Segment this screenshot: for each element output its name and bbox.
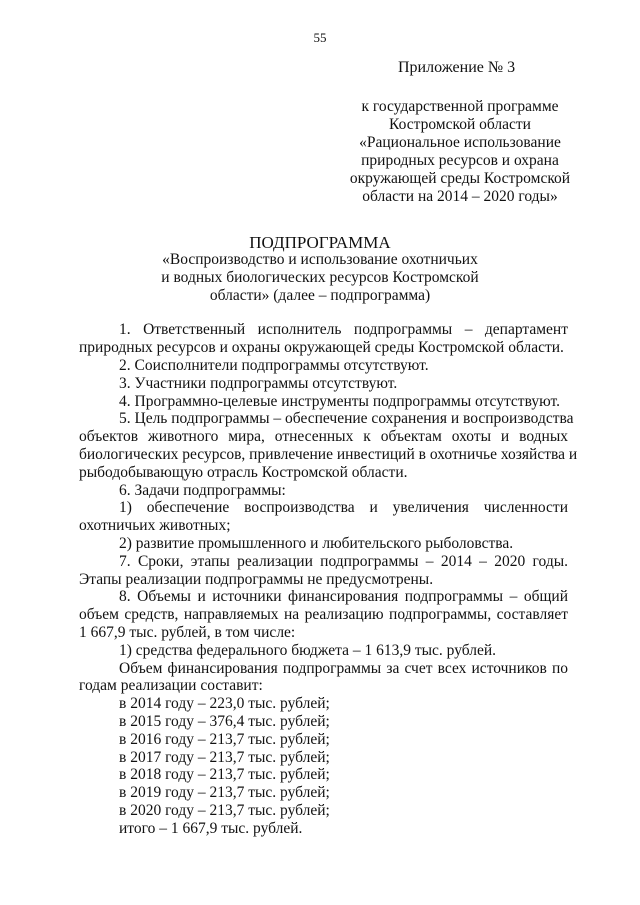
- paragraph-9-line-1: Объем финансирования подпрограммы за счет всех источников по: [119, 660, 568, 677]
- subprogram-name: [0, 251, 640, 305]
- paragraph-7-line-2: Этапы реализации подпрограммы не предусмотрены.: [79, 571, 434, 588]
- appendix-line: к государственной программе: [361, 98, 559, 115]
- total-line: итого – 1 667,9 тыс. рублей.: [119, 820, 303, 837]
- appendix-line: области на 2014 – 2020 годы»: [362, 188, 558, 205]
- paragraph-5-line-4: рыбодобывающую отрасль Костромской области.: [79, 464, 408, 481]
- appendix-description: [335, 98, 585, 206]
- page-number: 55: [313, 30, 327, 45]
- year-2016-line: в 2016 году – 213,7 тыс. рублей;: [119, 731, 330, 748]
- paragraph-9-line-2: годам реализации составит:: [79, 677, 263, 694]
- year-2015-line: в 2015 году – 376,4 тыс. рублей;: [119, 713, 330, 730]
- appendix-line: Костромской области: [389, 116, 531, 133]
- paragraph-1-line-2: природных ресурсов и охраны окружающей среды Костромской области.: [79, 339, 564, 356]
- subprogram-name-line: области» (далее – подпрограмма): [209, 287, 431, 304]
- task-1-line-2: охотничьих животных;: [79, 517, 231, 534]
- appendix-label: Приложение № 3: [398, 59, 516, 76]
- task-1-line-1: 1) обеспечение воспроизводства и увеличения численности: [119, 499, 568, 516]
- subprogram-title: ПОДПРОГРАММА: [249, 233, 391, 252]
- paragraph-4: 4. Программно-целевые инструменты подпрограммы отсутствуют.: [119, 393, 560, 410]
- federal-budget-line: 1) средства федерального бюджета – 1 613,9 тыс. рублей.: [119, 642, 497, 659]
- paragraph-3: 3. Участники подпрограммы отсутствуют.: [119, 375, 398, 392]
- appendix-line: природных ресурсов и охрана: [361, 152, 559, 169]
- year-2019-line: в 2019 году – 213,7 тыс. рублей;: [119, 784, 330, 801]
- paragraph-5-line-1: 5. Цель подпрограммы – обеспечение сохранения и воспроизводства: [119, 410, 574, 427]
- task-2: 2) развитие промышленного и любительского рыболовства.: [119, 535, 514, 552]
- subprogram-name-line: «Воспроизводство и использование охотничьих: [162, 251, 478, 268]
- paragraph-8-line-1: 8. Объемы и источники финансирования подпрограммы – общий: [119, 588, 568, 605]
- year-2017-line: в 2017 году – 213,7 тыс. рублей;: [119, 749, 330, 766]
- appendix-line: «Рациональное использование: [359, 134, 561, 151]
- paragraph-5-line-2: объектов животного мира, отнесенных к объектам охоты и водных: [79, 428, 568, 445]
- paragraph-5-line-3: биологических ресурсов, привлечение инвестиций в охотничье хозяйства и: [79, 446, 578, 463]
- paragraph-7-line-1: 7. Сроки, этапы реализации подпрограммы – 2014 – 2020 годы.: [119, 553, 568, 570]
- paragraph-8-line-2: объем средств, направляемых на реализацию подпрограммы, составляет: [79, 606, 568, 623]
- year-2020-line: в 2020 году – 213,7 тыс. рублей;: [119, 802, 330, 819]
- year-2018-line: в 2018 году – 213,7 тыс. рублей;: [119, 766, 330, 783]
- paragraph-8-line-3: 1 667,9 тыс. рублей, в том числе:: [79, 624, 296, 641]
- appendix-line: окружающей среды Костромской: [349, 170, 571, 187]
- year-2014-line: в 2014 году – 223,0 тыс. рублей;: [119, 695, 330, 712]
- paragraph-6: 6. Задачи подпрограммы:: [119, 482, 286, 499]
- paragraph-1-line-1: 1. Ответственный исполнитель подпрограммы – департамент: [119, 321, 568, 338]
- paragraph-2: 2. Соисполнители подпрограммы отсутствуют.: [119, 357, 429, 374]
- subprogram-name-line: и водных биологических ресурсов Костромской: [161, 269, 479, 286]
